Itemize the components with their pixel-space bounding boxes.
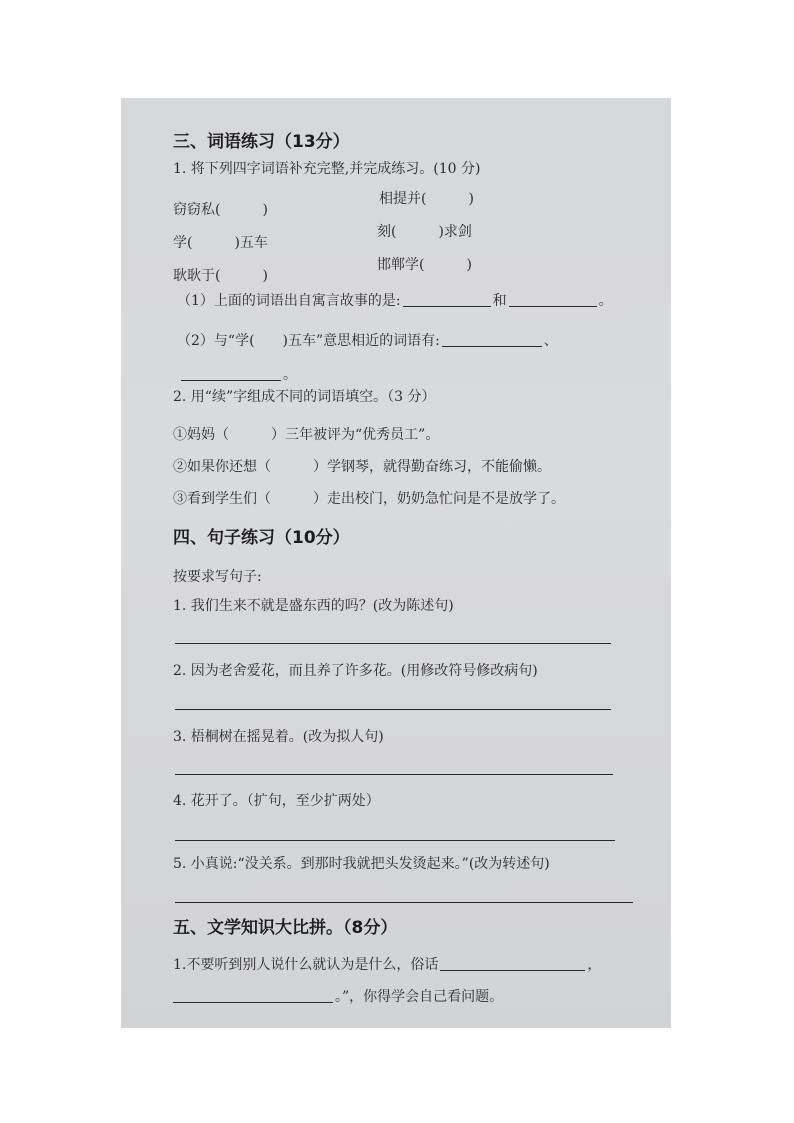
subquestion-2-cont [181, 368, 297, 382]
word-item: 刻( )求剑 [377, 224, 472, 240]
answer-line[interactable] [175, 774, 613, 775]
answer-blank[interactable] [442, 346, 542, 347]
answer-blank[interactable] [181, 380, 281, 381]
section-3-title: 三、词语练习（13分） [173, 132, 350, 152]
answer-line[interactable] [175, 709, 611, 710]
sentence-task: 2. 因为老舍爱花，而且养了许多花。(用修改符号修改病句) [173, 663, 538, 679]
section-4-instruction: 按要求写句子: [173, 569, 262, 585]
subquestion-2-sep: 、 [543, 333, 558, 349]
section-5-question-1-cont [173, 990, 503, 1004]
fill-sentence: ①妈妈（ ）三年被评为“优秀员工”。 [173, 427, 440, 443]
sentence-task: 5. 小真说:“没关系。到那时我就把头发烫起来。”(改为转述句) [173, 856, 550, 872]
subquestion-1-text: （1）上面的词语出自寓言故事的是: [177, 293, 401, 309]
subquestion-1-end: 。 [598, 293, 613, 309]
section-5-question-1 [173, 958, 601, 972]
subquestion-2 [177, 334, 558, 348]
subquestion-2-end: 。 [283, 367, 297, 383]
word-item: 窃窃私( ) [173, 202, 268, 218]
answer-blank[interactable] [509, 306, 597, 307]
answer-line[interactable] [175, 643, 611, 644]
sentence-task: 1. 我们生来不就是盛东西的吗？(改为陈述句) [173, 598, 454, 614]
section-3-question-1: 1. 将下列四字词语补充完整,并完成练习。(10 分) [173, 161, 481, 177]
section-5-question-1-text: 1.不要听到别人说什么就认为是什么，俗话 [173, 957, 439, 973]
subquestion-1 [177, 294, 613, 308]
sentence-task: 3. 梧桐树在摇晃着。(改为拟人句) [173, 729, 384, 745]
answer-blank[interactable] [403, 306, 491, 307]
worksheet-photo [121, 98, 671, 1028]
section-3-question-2: 2. 用“续”字组成不同的词语填空。（3 分） [173, 389, 436, 405]
word-item: 相提并( ) [379, 191, 474, 207]
section-5-title: 五、文学知识大比拼。（8分） [173, 918, 398, 938]
word-item: 学( )五车 [173, 235, 268, 251]
answer-blank[interactable] [173, 1002, 333, 1003]
section-5-question-1-comma: ， [587, 957, 602, 973]
answer-line[interactable] [175, 840, 615, 841]
word-item: 耿耿于( ) [173, 268, 268, 284]
word-item: 邯郸学( ) [377, 257, 472, 273]
section-5-question-1-end: 。”，你得学会自己看问题。 [335, 989, 504, 1005]
subquestion-2-text: （2）与“学( )五车”意思相近的词语有: [177, 333, 440, 349]
answer-blank[interactable] [440, 970, 585, 971]
subquestion-1-and: 和 [492, 293, 507, 309]
fill-sentence: ③看到学生们（ ）走出校门，奶奶急忙问是不是放学了。 [173, 491, 565, 507]
section-4-title: 四、句子练习（10分） [173, 528, 350, 548]
answer-line[interactable] [175, 902, 633, 903]
fill-sentence: ②如果你还想（ ）学钢琴，就得勤奋练习，不能偷懒。 [173, 459, 551, 475]
sentence-task: 4. 花开了。（扩句，至少扩两处） [173, 793, 380, 809]
